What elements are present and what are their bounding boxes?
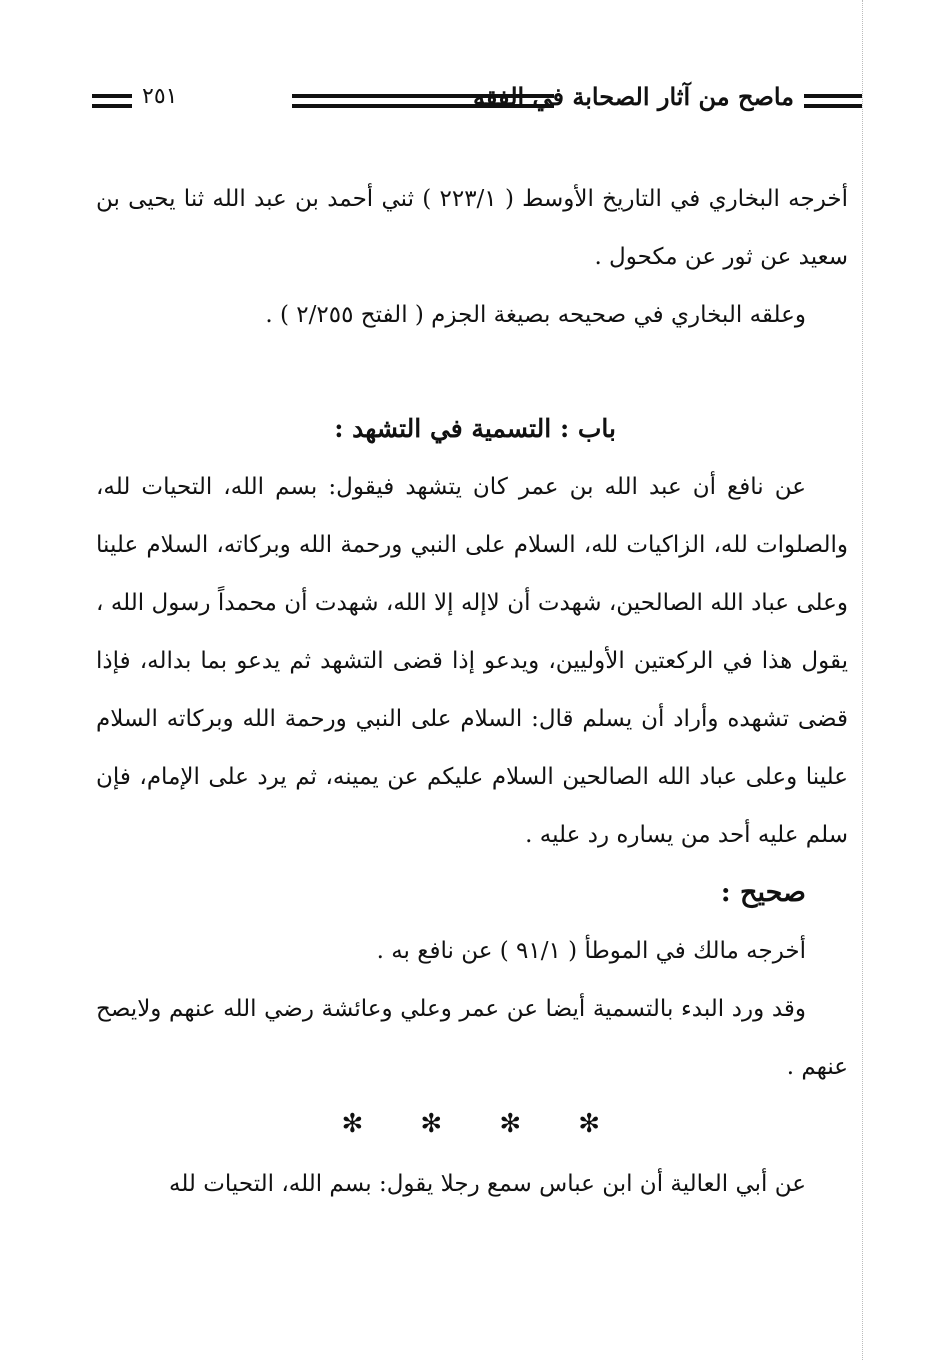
running-header (92, 78, 862, 122)
paragraph-other-reports: وقد ورد البدء بالتسمية أيضا عن عمر وعلي وعائشة رضي الله عنهم ولايصح عنهم . (96, 996, 848, 1080)
separator-star-icon: ✻ (341, 1109, 364, 1139)
page-number: ٢٥١ (142, 84, 178, 109)
spacer (96, 344, 848, 400)
section-separator (96, 1096, 848, 1155)
separator-star-icon: ✻ (499, 1109, 522, 1139)
section-heading: باب : التسمية في التشهد : (334, 414, 616, 443)
paragraph-takhrij-bukhari-awsat: أخرجه البخاري في التاريخ الأوسط ( ٢٢٣/١ ) ثني أحمد بن عبد الله ثنا يحيى بن سعيد عن ثور عن مكحول . (96, 186, 848, 270)
header-rule-middle (292, 94, 554, 108)
separator-star-icon: ✻ (420, 1109, 443, 1139)
paragraph-abu-aliya: عن أبي العالية أن ابن عباس سمع رجلا يقول: بسم الله، التحيات لله (168, 1171, 806, 1197)
header-rule-left (92, 94, 132, 108)
page-body (96, 170, 848, 1213)
paragraph-nafi-narration: عن نافع أن عبد الله بن عمر كان يتشهد فيقول: بسم الله، التحيات لله، والصلوات لله، الزاكيات لله، السلام على النبي ورحمة الله وبركاته، السلام علينا وعلى عباد الله الصالحين، شهدت أن لاإله إلا الله، شهدت أن محمداً رسول الله ، يقول هذا في الركعتين الأوليين، ويدعو إذا قضى التشهد ثم يدعو بما بداله، فإذا قضى تشهده وأراد أن يسلم قال: السلام على النبي ورحمة الله وبركاته السلام علينا وعلى عباد الله الصالحين السلام عليكم عن يمينه، ثم يرد على الإمام، فإن سلم عليه أحد من يساره رد عليه . (96, 474, 848, 848)
separator-star-icon: ✻ (578, 1109, 600, 1139)
header-rule-right (804, 94, 862, 108)
margin-dotted-line (862, 0, 863, 1360)
grading-label: صحيح : (720, 877, 806, 908)
paragraph-takhrij-malik: أخرجه مالك في الموطأ ( ٩١/١ ) عن نافع به . (376, 938, 806, 964)
book-title: ماصح من آثار الصحابة في الفقه (473, 82, 794, 111)
paragraph-bukhari-sahih: وعلقه البخاري في صحيحه بصيغة الجزم ( الفتح ٢/٢٥٥ ) . (265, 302, 806, 328)
